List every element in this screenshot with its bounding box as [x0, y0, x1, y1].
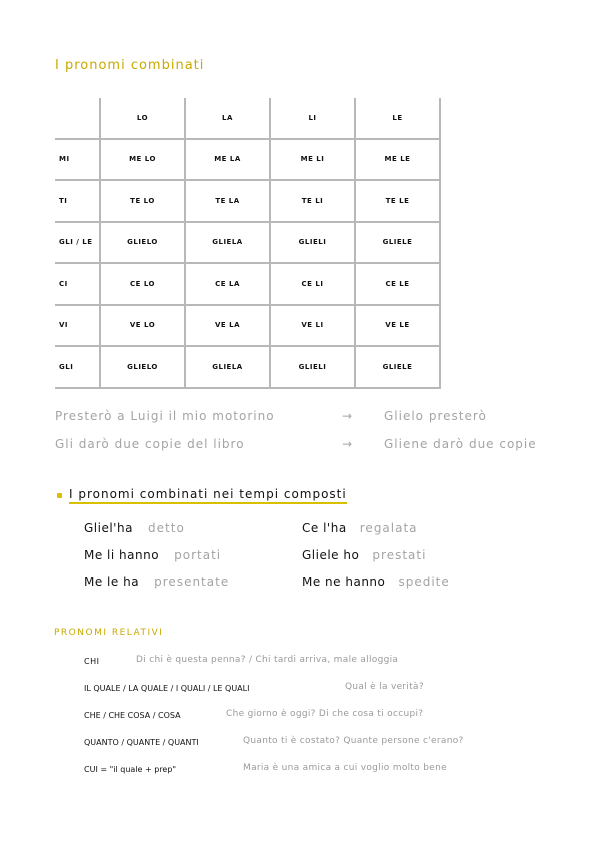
table-cell: VE LA — [185, 305, 270, 347]
table-cell: TE LA — [185, 180, 270, 222]
table-cell: ME LI — [270, 139, 355, 181]
relative-key: CHE / CHE COSA / COSA — [84, 711, 181, 720]
example-sentence: Gli darò due copie del libro — [55, 437, 245, 451]
table-row — [55, 305, 440, 347]
compound-participle: portati — [174, 548, 222, 562]
table-row — [55, 346, 440, 388]
table-cell: ME LE — [355, 139, 440, 181]
relative-example: Qual è la verità? — [345, 682, 424, 692]
example-sentence: Presterò a Luigi il mio motorino — [55, 409, 275, 423]
relative-key: IL QUALE / LA QUALE / I QUALI / LE QUALI — [84, 684, 250, 693]
column-header: LE — [355, 98, 440, 139]
column-header: LO — [100, 98, 185, 139]
table-cell: CE LO — [100, 263, 185, 305]
compound-pronoun: Gliel'ha — [84, 521, 133, 535]
table-cell: GLIELA — [185, 346, 270, 388]
table-header-row — [55, 98, 440, 139]
compound-pronoun: Me le ha — [84, 575, 140, 589]
relative-example: Di chi è questa penna? / Chi tardi arriva, male alloggia — [136, 655, 399, 665]
pronoun-table — [55, 98, 441, 389]
table-cell: TE LI — [270, 180, 355, 222]
page-title: I pronomi combinati — [55, 58, 205, 73]
compound-pronoun: Me ne hanno — [302, 575, 386, 589]
row-header: CI — [55, 263, 100, 305]
compound-pronoun: Me li hanno — [84, 548, 160, 562]
relative-key: CUI = "il quale + prep" — [84, 765, 177, 774]
compound-item — [84, 544, 221, 563]
table-row — [55, 139, 440, 181]
column-header: LA — [185, 98, 270, 139]
table-cell: GLIELA — [185, 222, 270, 264]
compound-item — [302, 544, 426, 563]
section-title-relative: PRONOMI RELATIVI — [54, 628, 164, 638]
table-cell: CE LA — [185, 263, 270, 305]
compound-participle: regalata — [359, 521, 418, 535]
section-title-compound: I pronomi combinati nei tempi composti — [69, 487, 347, 504]
table-cell: GLIELO — [100, 222, 185, 264]
section-title-wrap — [69, 487, 347, 501]
relative-example: Che giorno è oggi? Di che cosa ti occupi? — [226, 709, 424, 719]
compound-item — [302, 571, 450, 590]
table-cell: TE LE — [355, 180, 440, 222]
compound-pronoun: Gliele ho — [302, 548, 360, 562]
compound-participle: spedite — [398, 575, 450, 589]
table-cell: VE LO — [100, 305, 185, 347]
table-cell: GLIELE — [355, 222, 440, 264]
bullet-icon — [57, 493, 62, 498]
table-cell: GLIELO — [100, 346, 185, 388]
relative-key: QUANTO / QUANTE / QUANTI — [84, 738, 199, 747]
relative-key: CHI — [84, 657, 100, 666]
compound-participle: presentate — [154, 575, 230, 589]
table-cell: CE LI — [270, 263, 355, 305]
arrow-icon: → — [342, 409, 354, 423]
arrow-icon: → — [342, 437, 354, 451]
row-header: TI — [55, 180, 100, 222]
table-row — [55, 222, 440, 264]
compound-item — [84, 517, 185, 536]
compound-participle: prestati — [372, 548, 427, 562]
table-row — [55, 180, 440, 222]
row-header: GLI — [55, 346, 100, 388]
compound-pronoun: Ce l'ha — [302, 521, 347, 535]
table-cell: GLIELI — [270, 346, 355, 388]
table-cell: VE LE — [355, 305, 440, 347]
relative-example: Quanto ti è costato? Quante persone c'erano? — [243, 736, 464, 746]
table-cell: VE LI — [270, 305, 355, 347]
table-cell: GLIELI — [270, 222, 355, 264]
table-cell: ME LA — [185, 139, 270, 181]
table-cell: CE LE — [355, 263, 440, 305]
compound-item — [84, 571, 229, 590]
compound-participle: detto — [148, 521, 185, 535]
table-cell: TE LO — [100, 180, 185, 222]
table-row — [55, 263, 440, 305]
row-header: GLI / LE — [55, 222, 100, 264]
example-result: Gliene darò due copie — [384, 437, 537, 451]
table-cell: ME LO — [100, 139, 185, 181]
example-result: Glielo presterò — [384, 409, 487, 423]
row-header: MI — [55, 139, 100, 181]
row-header: VI — [55, 305, 100, 347]
table-corner — [55, 98, 100, 139]
relative-example: Maria è una amica a cui voglio molto bene — [243, 763, 447, 773]
table-cell: GLIELE — [355, 346, 440, 388]
compound-item — [302, 517, 418, 536]
column-header: LI — [270, 98, 355, 139]
